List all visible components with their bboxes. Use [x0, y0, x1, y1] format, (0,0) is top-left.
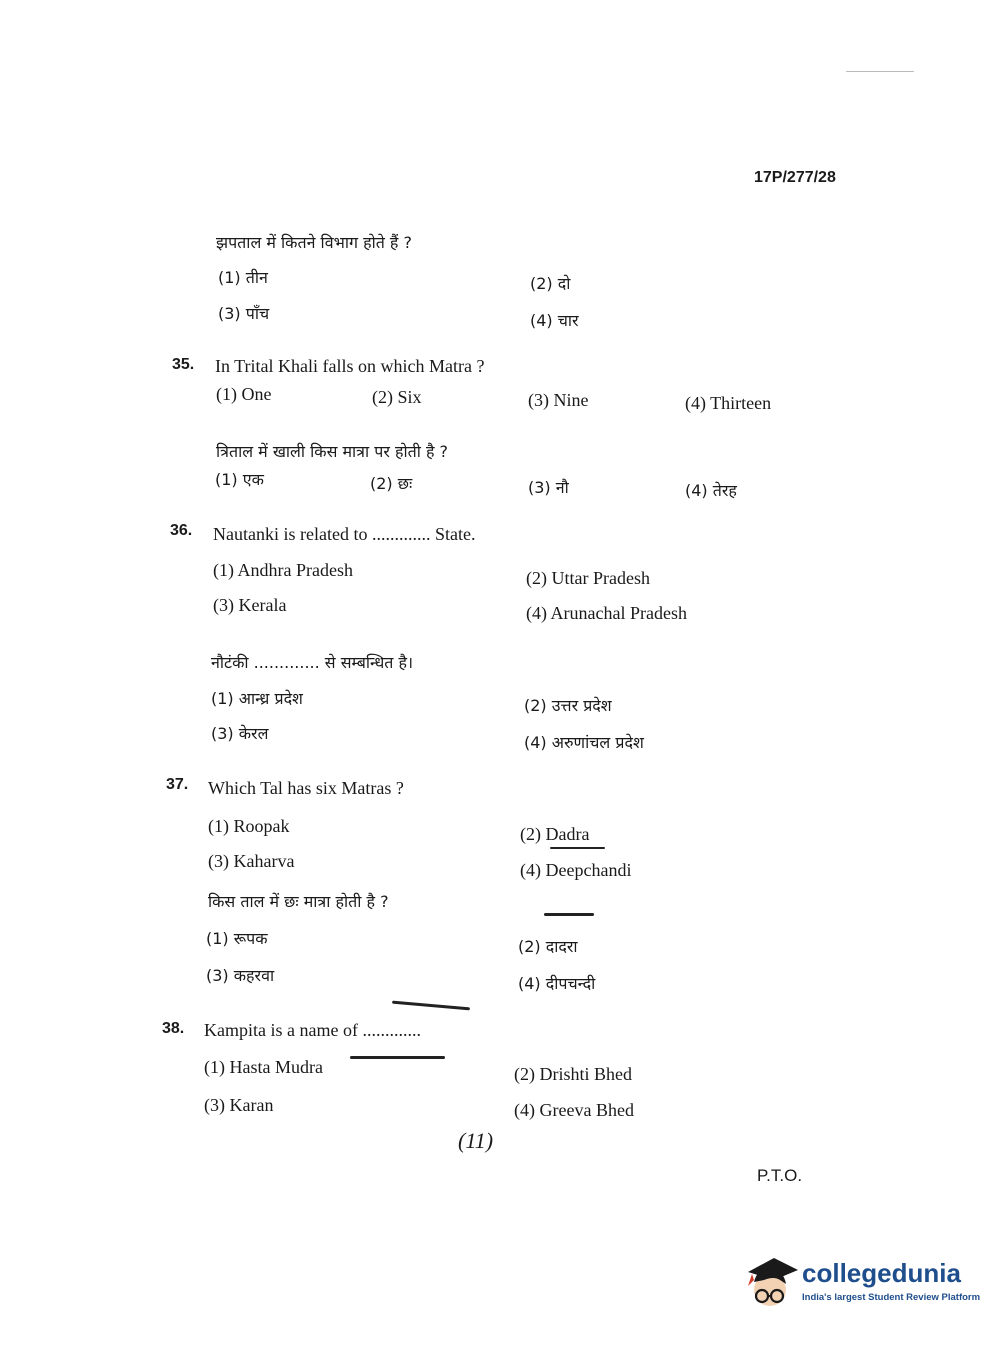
q36-number: 36. — [170, 522, 193, 539]
paper-code: 17P/277/28 — [754, 169, 836, 186]
q37-option-2: (2) Dadra — [520, 824, 590, 844]
q37-hindi-option-3: (3) कहरवा — [206, 966, 275, 985]
q36-question: Nautanki is related to ............. State. — [213, 524, 476, 544]
q36-option-3: (3) Kerala — [213, 595, 287, 615]
pen-scratch-mark — [350, 1056, 445, 1059]
q35-hindi-option-2: (2) छः — [370, 474, 413, 493]
q37-hindi-option-1: (1) रूपक — [206, 929, 268, 948]
q37-number: 37. — [166, 776, 189, 793]
pen-scratch-mark — [544, 913, 594, 916]
q34-hindi-option-4: (4) चार — [530, 311, 579, 330]
q38-option-2: (2) Drishti Bhed — [514, 1064, 632, 1084]
mascot-icon — [744, 1252, 800, 1310]
brand-name: collegedunia — [802, 1258, 961, 1288]
q34-hindi-option-1: (1) तीन — [218, 268, 268, 287]
pto-label: P.T.O. — [757, 1166, 803, 1185]
q38-number: 38. — [162, 1020, 185, 1037]
q38-question: Kampita is a name of ............. — [204, 1020, 421, 1040]
q35-number: 35. — [172, 356, 195, 373]
q36-hindi-option-2: (2) उत्तर प्रदेश — [524, 696, 612, 715]
pen-underline-mark — [550, 847, 605, 849]
q35-hindi-option-1: (1) एक — [215, 470, 264, 489]
pen-scratch-mark — [392, 1001, 470, 1011]
q35-hindi-option-3: (3) नौ — [528, 478, 569, 497]
q36-hindi-option-3: (3) केरल — [211, 724, 269, 743]
q35-option-1: (1) One — [216, 384, 272, 404]
q36-option-1: (1) Andhra Pradesh — [213, 560, 353, 580]
q34-hindi-option-2: (2) दो — [530, 274, 571, 293]
q38-option-4: (4) Greeva Bhed — [514, 1100, 634, 1120]
q36-hindi-question: नौटंकी ............. से सम्बन्धित है। — [211, 653, 414, 672]
q35-question: In Trital Khali falls on which Matra ? — [215, 356, 485, 376]
q35-option-3: (3) Nine — [528, 390, 589, 410]
q35-option-4: (4) Thirteen — [685, 393, 772, 413]
q35-hindi-option-4: (4) तेरह — [685, 481, 737, 500]
q36-option-4: (4) Arunachal Pradesh — [526, 603, 687, 623]
q37-hindi-option-4: (4) दीपचन्दी — [518, 974, 596, 993]
q34-hindi-question: झपताल में कितने विभाग होते हैं ? — [216, 233, 413, 252]
q37-option-1: (1) Roopak — [208, 816, 290, 836]
brand-tagline: India's largest Student Review Platform — [802, 1292, 981, 1303]
q37-hindi-question: किस ताल में छः मात्रा होती है ? — [208, 892, 389, 911]
top-rule — [846, 71, 914, 72]
collegedunia-watermark — [744, 1252, 981, 1312]
q36-option-2: (2) Uttar Pradesh — [526, 568, 650, 588]
q38-option-1: (1) Hasta Mudra — [204, 1057, 323, 1077]
q37-hindi-option-2: (2) दादरा — [518, 937, 578, 956]
page-number: (11) — [458, 1128, 494, 1153]
q38-option-3: (3) Karan — [204, 1095, 274, 1115]
q36-hindi-option-4: (4) अरुणांचल प्रदेश — [524, 733, 644, 752]
q37-option-4: (4) Deepchandi — [520, 860, 632, 880]
q35-option-2: (2) Six — [372, 387, 422, 407]
q34-hindi-option-3: (3) पाँच — [218, 304, 270, 323]
q37-option-3: (3) Kaharva — [208, 851, 295, 871]
q36-hindi-option-1: (1) आन्ध्र प्रदेश — [211, 689, 303, 708]
q37-question: Which Tal has six Matras ? — [208, 778, 404, 798]
q35-hindi-question: त्रिताल में खाली किस मात्रा पर होती है ? — [216, 442, 449, 461]
